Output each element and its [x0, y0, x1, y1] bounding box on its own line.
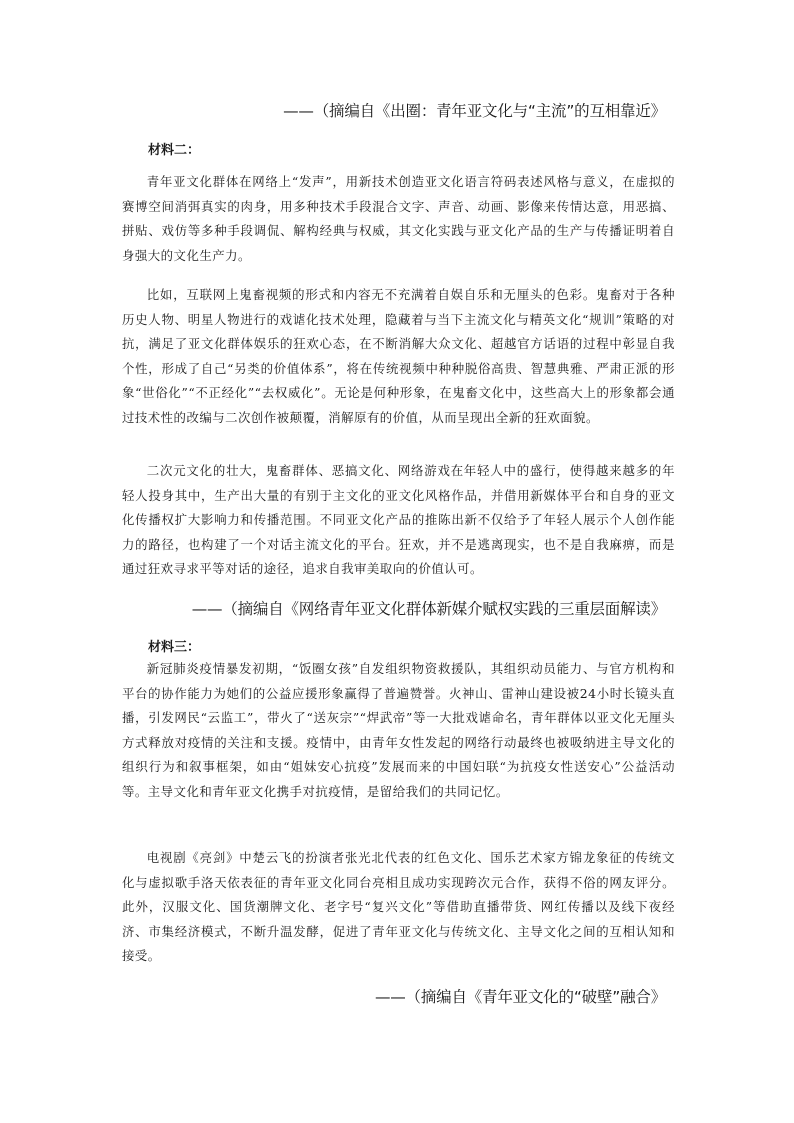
source-citation-3: ——（摘编自《青年亚文化的“破壁”融合》: [374, 988, 666, 1006]
source-citation-2: ——（摘编自《网络青年亚文化群体新媒介赋权实践的三重层面解读》: [191, 600, 666, 618]
material-two-paragraph-2: 比如，互联网上鬼畜视频的形式和内容无不充满着自娱自乐和无厘头的色彩。鬼畜对于各种历史人物、明星人物进行的戏谑化技术处理，隐藏着与当下主流文化与精英文化“规训”策略的对抗，满足了亚文化群体娱乐的狂欢心态，在不断消解大众文化、超越官方话语的过程中彰显自我个性，形成了自己“另类的价值体系”，将在传统视频中种种脱俗高贵、智慧典雅、严肃正派的形象“世俗化”“不正经化”“去权威化”。无论是何种形象，在鬼畜文化中，这些高大上的形象都会通过技术性的改编与二次创作被颠覆，消解原有的价值，从而呈现出全新的狂欢面貌。: [122, 287, 675, 425]
source-citation-1: ——（摘编自《出圈：青年亚文化与“主流”的互相靠近》: [283, 102, 666, 120]
material-three-paragraph-1: 新冠肺炎疫情暴发初期，“饭圈女孩”自发组织物资救援队，其组织动员能力、与官方机构和平台的协作能力为她们的公益应援形象赢得了普遍赞誉。火神山、雷神山建设被24小时长镜头直播，引发网民“云监工”，带火了“送灰宗”“焊武帝”等一大批戏谑命名，青年群体以亚文化无厘头方式释放对疫情的关注和支援。疫情中，由青年女性发起的网络行动最终也被吸纳进主导文化的组织行为和叙事框架，如由“姐妹安心抗疫”发展而来的中国妇联“为抗疫女性送安心”公益活动等。主导文化和青年亚文化携手对抗疫情，是留给我们的共同记忆。: [122, 661, 675, 799]
material-three-paragraph-2: 电视剧《亮剑》中楚云飞的扮演者张光北代表的红色文化、国乐艺术家方锦龙象征的传统文化与虚拟歌手洛天依表征的青年亚文化同台亮相且成功实现跨次元合作，获得不俗的网友评分。此外，汉服文化、国货潮牌文化、老字号“复兴文化”等借助直播带货、网红传播以及线下夜经济、市集经济模式，不断升温发酵，促进了青年亚文化与传统文化、主导文化之间的互相认知和接受。: [122, 850, 675, 964]
material-two-paragraph-3: 二次元文化的壮大，鬼畜群体、恶搞文化、网络游戏在年轻人中的盛行，使得越来越多的年轻人投身其中，生产出大量的有别于主文化的亚文化风格作品，并借用新媒体平台和自身的亚文化传播权扩大影响力和传播范围。不同亚文化产品的推陈出新不仅给予了年轻人展示个人创作能力的路径，也构建了一个对话主流文化的平台。狂欢，并不是逃离现实，也不是自我麻痹，而是通过狂欢寻求平等对话的途径，追求自我审美取向的价值认可。: [122, 463, 675, 577]
material-two-heading: 材料二：: [148, 143, 201, 158]
material-two-paragraph-1: 青年亚文化群体在网络上“发声”，用新技术创造亚文化语言符码表述风格与意义，在虚拟的赛博空间消弭真实的肉身，用多种技术手段混合文字、声音、动画、影像来传情达意，用恶搞、拼贴、戏仿等多种手段调侃、解构经典与权威，其文化实践与亚文化产品的生产与传播证明着自身强大的文化生产力。: [122, 174, 675, 263]
material-three-heading: 材料三：: [148, 640, 201, 655]
